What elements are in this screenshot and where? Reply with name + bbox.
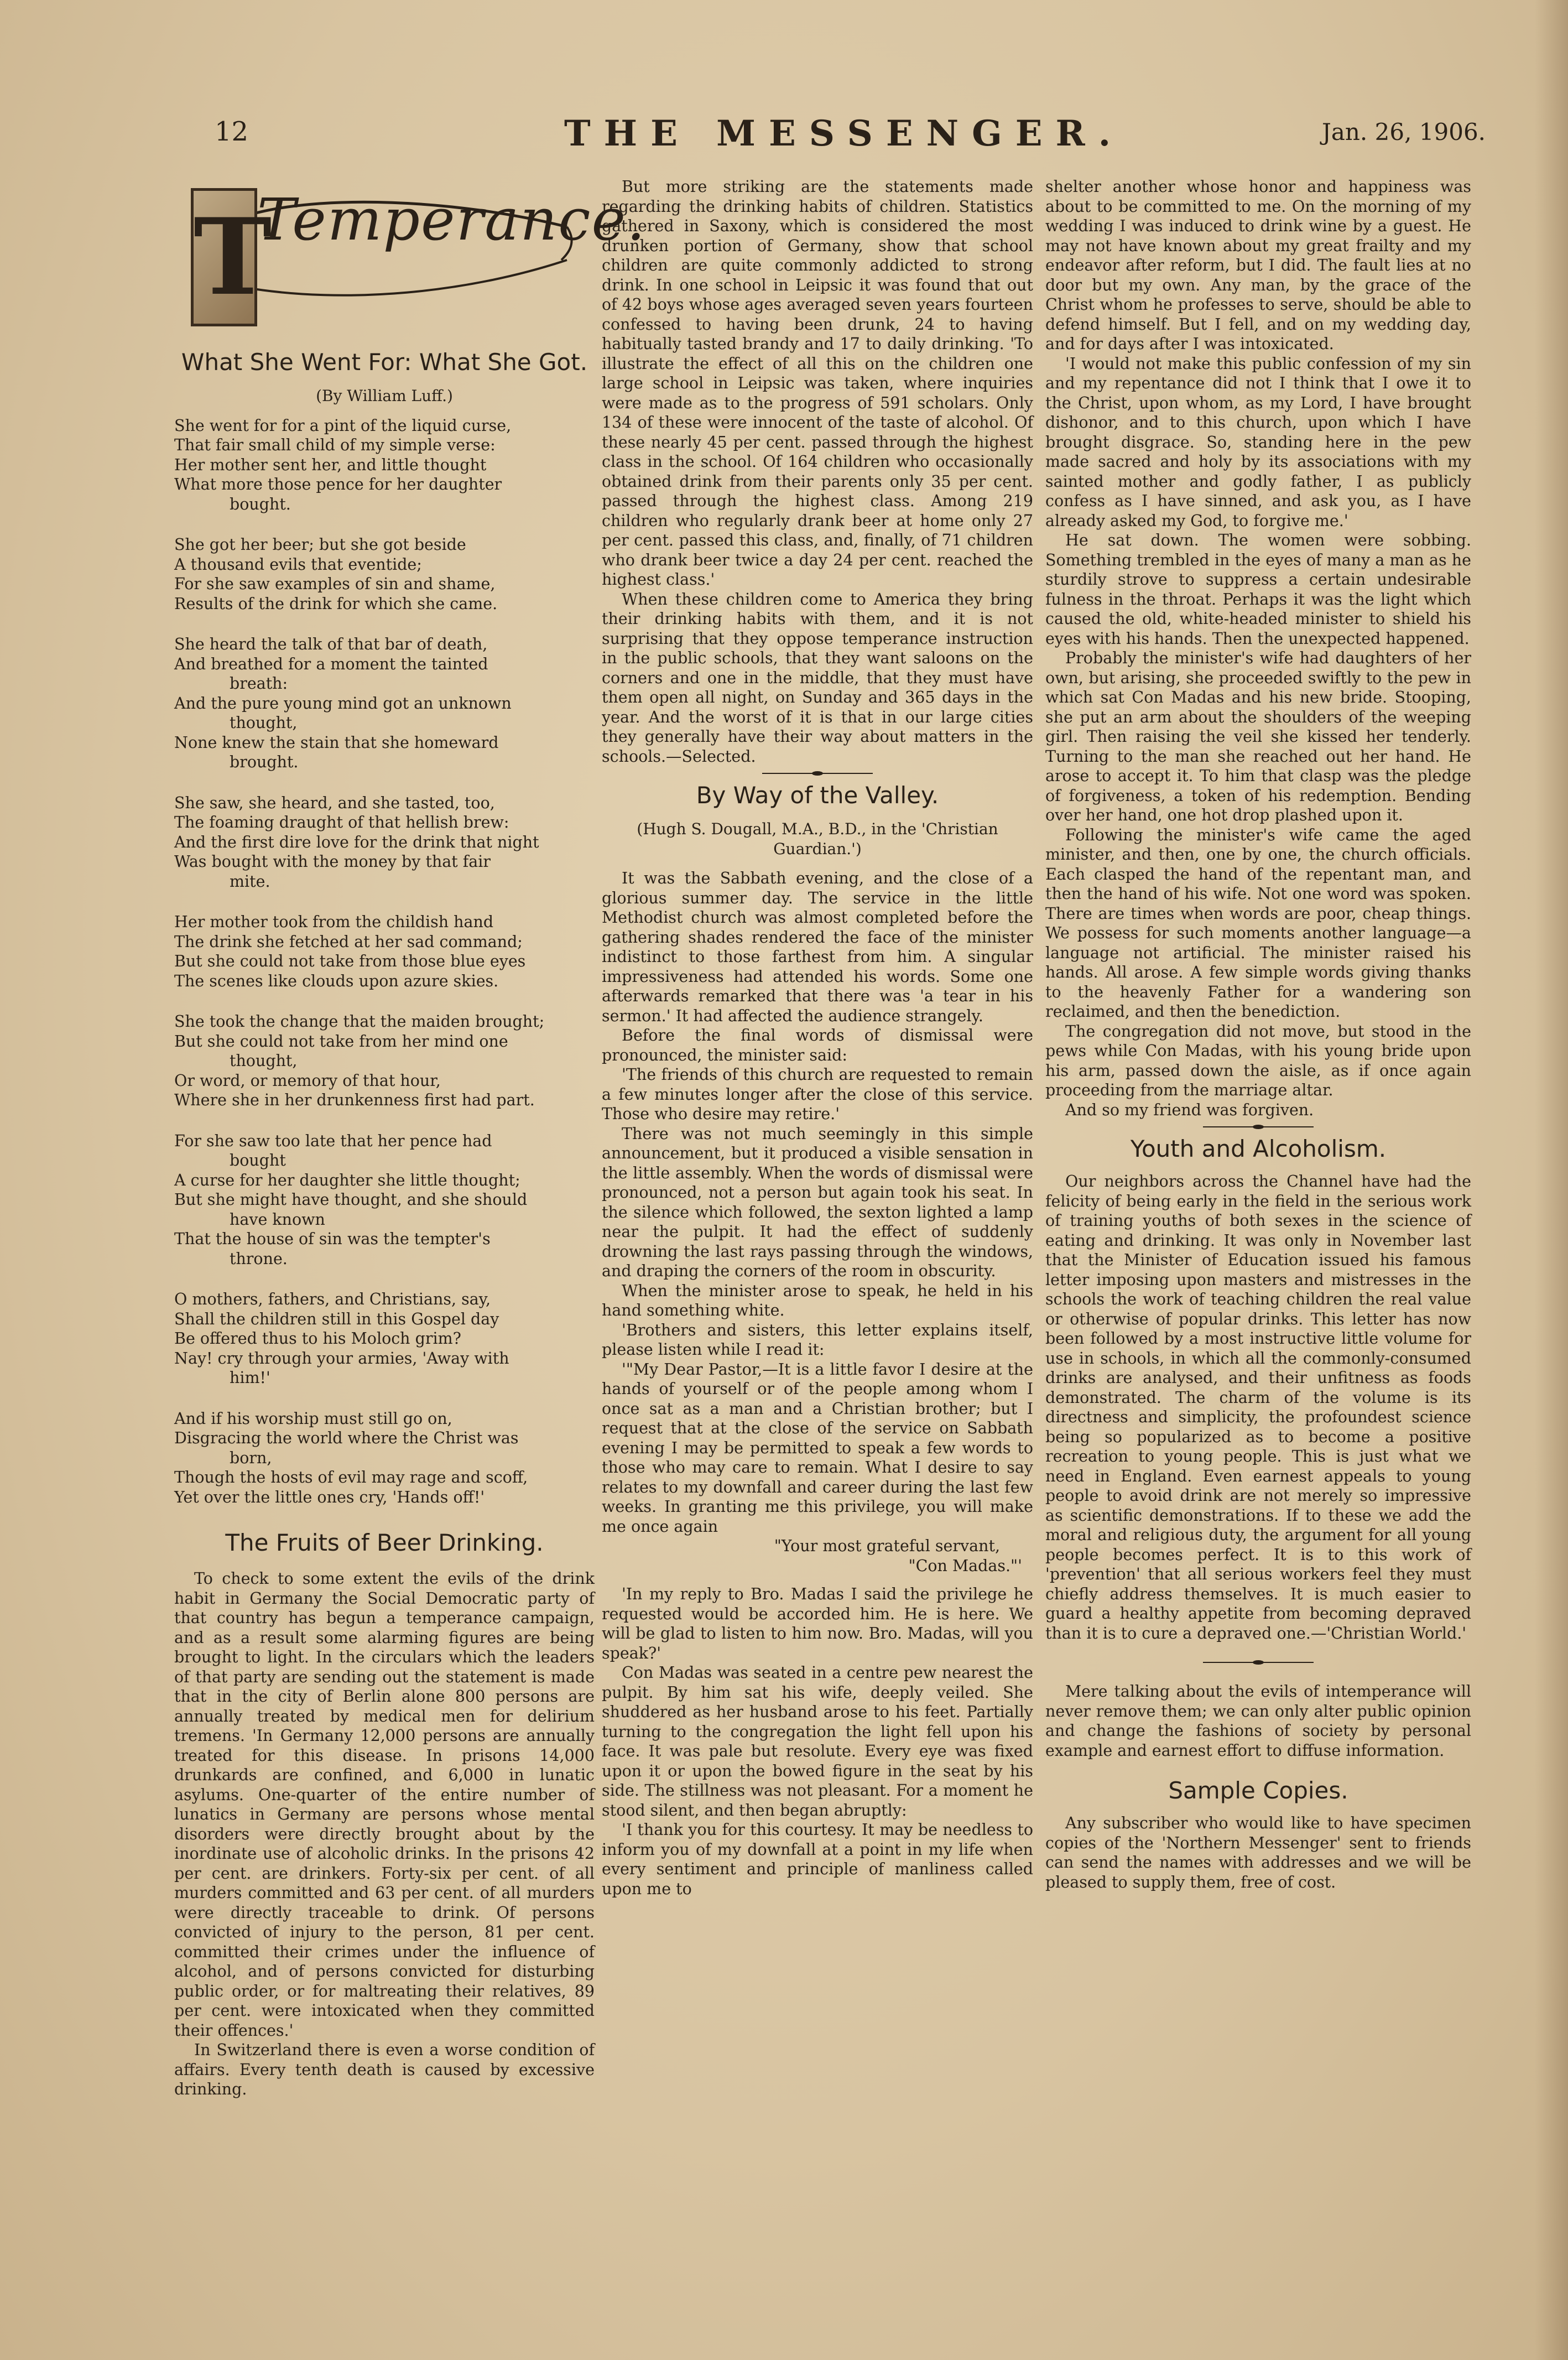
- article-paragraph: 'I would not make this public confession of my sin and my repentance did not I think that I owe it to the Christ, upon whom, as my Lord, I have brought dishonor, and to this church, upon which I have brought disgrace. So, standing here in the pew made sacred and holy by its associations with my sainted mother and godly father, I as publicly confess as I have sinned, and ask you, as I have already asked my God, to forgive me.': [1045, 354, 1471, 530]
- poem-line: She got her beer; but she got beside: [174, 536, 466, 554]
- article-paragraph: 'The friends of this church are requested to remain a few minutes longer after the close of this service. Those who desire may retire.': [602, 1065, 1033, 1123]
- column-3: [1045, 177, 1471, 2257]
- section-divider: [1203, 1124, 1314, 1130]
- poem-line: And breathed for a moment the tainted: [174, 654, 488, 673]
- poem-line: That fair small child of my simple verse:: [174, 436, 496, 454]
- page-edge-shadow: [1535, 0, 1568, 2360]
- poem-line: him!': [230, 1369, 270, 1387]
- article-paragraph: To check to some extent the evils of the drink habit in Germany the Social Democratic party of that country has begun a temperance campaign, and as a result some alarming figures are being brought to light. In the circulars which the leaders of that party are sending out the statement is made that in the city of Berlin alone 800 persons are annually treated by medical men for delirium tremens. 'In Germany 12,000 persons are annually treated for this disease. In prisons 14,000 drunkards are confined, and 6,000 in lunatic asylums. One-quarter of the entire number of lunatics in Germany are persons whose mental disorders were directly brought about by the inordinate use of alcoholic drinks. In the prisons 42 per cent. are drinkers. Forty-six per cent. of all murders committed and 63 per cent. of all murders were directly traceable to drink. Of persons convicted of injury to the person, 81 per cent. committed their crimes under the influence of alcohol, and of persons convicted for disturbing public order, or for maltreating their relatives, 89 per cent. were intoxicated when they committed their offences.': [174, 1569, 595, 2040]
- poem-line: A thousand evils that eventide;: [174, 555, 422, 574]
- poem-line: Nay! cry through your armies, 'Away with: [174, 1349, 509, 1368]
- column-1: [174, 177, 647, 2257]
- poem-line: She saw, she heard, and she tasted, too,: [174, 793, 495, 812]
- article-paragraph: Con Madas was seated in a centre pew nearest the pulpit. By him sat his wife, deeply veiled. She shuddered as her husband arose to his feet. Partially turning to the congregation the light fell upon his face. It was pale but resolute. Every eye was fixed upon it or upon the bowed figure in the seat by his side. The stillness was not pleasant. For a moment he stood silent, and then began abruptly:: [602, 1664, 1033, 1820]
- poem-line: Disgracing the world where the Christ was: [174, 1429, 519, 1447]
- letter-signature: "Con Madas."': [908, 1556, 1022, 1575]
- sample-title: Sample Copies.: [1168, 1777, 1348, 1804]
- article-paragraph: Any subscriber who would like to have specimen copies of the 'Northern Messenger' sent to friends can send the names with addresses and we will be pleased to supply them, free of cost.: [1045, 1814, 1471, 1891]
- article-paragraph: In Switzerland there is even a worse condition of affairs. Every tenth death is caused by excessive drinking.: [174, 2041, 595, 2098]
- poem-line: Her mother sent her, and little thought: [174, 455, 487, 474]
- poem-line: For she saw examples of sin and shame,: [174, 575, 496, 593]
- article-paragraph: When these children come to America they bring their drinking habits with them, and it is not surprising that they oppose temperance instruction in the public schools, that they want saloons on the corners and one in the middle, that they must have them open all night, on Sunday and 365 days in the year. And the worst of it is that in our large cities they generally have their way about matters in the schools.—Selected.: [602, 590, 1033, 766]
- poem-line: And if his worship must still go on,: [174, 1409, 452, 1428]
- poem-line: Where she in her drunkenness first had part.: [174, 1091, 535, 1109]
- poem-line: The foaming draught of that hellish brew:: [174, 813, 509, 831]
- poem-line: Though the hosts of evil may rage and scoff,: [174, 1468, 528, 1486]
- poem-line: bought: [230, 1151, 286, 1169]
- poem-line: What more those pence for her daughter: [174, 475, 502, 493]
- poem-body: [174, 416, 595, 1508]
- poem-line: And the pure young mind got an unknown: [174, 694, 512, 713]
- poem-line: But she could not take from those blue eyes: [174, 952, 526, 970]
- poem-line: thought,: [230, 1052, 298, 1070]
- poem-line: None knew the stain that she homeward: [174, 733, 499, 752]
- poem-line: For she saw too late that her pence had: [174, 1131, 492, 1150]
- poem-line: Shall the children still in this Gospel day: [174, 1309, 499, 1328]
- logo-initial-t: T: [191, 188, 257, 326]
- poem-title: What She Went For: What She Got.: [181, 349, 588, 376]
- poem-line: throne.: [230, 1249, 288, 1268]
- poem-line: And the first dire love for the drink that night: [174, 833, 539, 851]
- fruits-title: The Fruits of Beer Drinking.: [225, 1529, 544, 1556]
- page-number: 12: [215, 116, 249, 147]
- poem-line: The drink she fetched at her sad command;: [174, 932, 523, 951]
- poem-stanza: [174, 793, 595, 892]
- poem-stanza: [174, 416, 595, 514]
- section-divider: [762, 771, 873, 776]
- page-header: [0, 113, 1568, 166]
- poem-line: bought.: [230, 495, 291, 513]
- poem-line: Results of the drink for which she came.: [174, 594, 498, 613]
- article-paragraph: 'Brothers and sisters, this letter explains itself, please listen while I read it:: [602, 1321, 1033, 1359]
- poem-line: But she could not take from her mind one: [174, 1032, 508, 1051]
- poem-line: breath:: [230, 674, 288, 693]
- poem-stanza: [174, 1290, 595, 1388]
- poem-line: She heard the talk of that bar of death,: [174, 635, 488, 653]
- poem-stanza: [174, 535, 595, 614]
- valley-title: By Way of the Valley.: [696, 782, 939, 809]
- poem-line: thought,: [230, 714, 298, 732]
- poem-line: Was bought with the money by that fair: [174, 852, 491, 871]
- poem-line: Or word, or memory of that hour,: [174, 1071, 441, 1090]
- article-paragraph: 'In my reply to Bro. Madas I said the privilege he requested would be accorded him. He is here. We will be glad to listen to him now. Bro. Madas, will you speak?': [602, 1585, 1033, 1662]
- article-paragraph: Mere talking about the evils of intemperance will never remove them; we can only alter public opinion and change the fashions of society by personal example and earnest effort to diffuse information.: [1045, 1682, 1471, 1760]
- valley-byline: (Hugh S. Dougall, M.A., B.D., in the 'Christian Guardian.'): [637, 820, 998, 858]
- poem-stanza: [174, 635, 595, 772]
- article-paragraph: Before the final words of dismissal were pronounced, the minister said:: [602, 1026, 1033, 1064]
- poem-stanza: [174, 912, 595, 991]
- article-paragraph: There was not much seemingly in this simple announcement, but it produced a visible sensation in the little assembly. When the words of dismissal were pronounced, not a person but again took his seat. In the silence which followed, the sexton lighted a lamp near the pulpit. It had the effect of suddenly drowning the last rays passing through the windows, and draping the corners of the room in obscurity.: [602, 1124, 1033, 1280]
- issue-date: Jan. 26, 1906.: [1322, 118, 1486, 145]
- section-divider: [1203, 1660, 1314, 1665]
- poem-stanza: [174, 1131, 595, 1269]
- article-paragraph: Probably the minister's wife had daughters of her own, but arising, she proceeded swiftly to the pew in which sat Con Madas and his new bride. Stooping, she put an arm about the shoulders of the weeping girl. Then raising the veil she kissed her tenderly. Turning to the man she reached out her hand. He arose to accept it. To him that clasp was the pledge of forgiveness, a token of his redemption. Bending over her hand, one hot drop plashed upon it.: [1045, 649, 1471, 824]
- article-paragraph: When the minister arose to speak, he held in his hand something white.: [602, 1281, 1033, 1319]
- poem-byline: (By William Luff.): [316, 387, 453, 405]
- poem-line: have known: [230, 1210, 325, 1229]
- poem-stanza: [174, 1409, 595, 1508]
- poem-line: Yet over the little ones cry, 'Hands off!': [174, 1488, 485, 1506]
- article-paragraph: Our neighbors across the Channel have had the felicity of being early in the field in the serious work of training youths of both sexes in the science of eating and drinking. It was only in November last that the Minister of Education issued his famous letter imposing upon masters and mistresses in the schools the work of teaching children the real value or otherwise of popular drinks. This letter has now been followed by a most instructive little volume for use in schools, in which all the commonly-consumed drinks are analysed, and their unfitness as foods demonstrated. The charm of the volume is its directness and simplicity, the profoundest science being so popularized as to become a positive recreation to young people. This is just what we need in England. Even earnest appeals to young people to avoid drink are not merely so impressive as scientific demonstrations. If to these we add the moral and religious duty, the argument for all young people becomes perfect. It is to this work of 'prevention' that all serious workers feel they must chiefly address themselves. It is much easier to guard a healthy appetite from becoming depraved than it is to cure a depraved one.—'Christian World.': [1045, 1172, 1471, 1642]
- poem-line: A curse for her daughter she little thought;: [174, 1171, 520, 1189]
- poem-line: mite.: [230, 872, 270, 891]
- poem-line: She took the change that the maiden brought;: [174, 1012, 545, 1031]
- article-paragraph: 'I thank you for this courtesy. It may be needless to inform you of my downfall at a point in my life when every sentiment and principle of manliness called upon me to: [602, 1821, 1033, 1898]
- temperance-logo: [174, 177, 647, 337]
- article-paragraph: But more striking are the statements made regarding the drinking habits of children. Statistics gathered in Saxony, which is considered the most drunken portion of Germany, show that school children are quite commonly addicted to strong drink. In one school in Leipsic it was found that out of 42 boys whose ages averaged seven years fourteen confessed to having been drunk, 24 to having habitually tasted brandy and 17 to daily drinking. 'To illustrate the effect of all this on the children one large school in Leipsic was taken, where inquiries were made as to the progress of 591 scholars. Only 134 of these were innocent of the taste of alcohol. Of these nearly 45 per cent. passed through the highest class in the school. Of 164 children who occasionally obtained drink from their parents only 35 per cent. passed through the highest class. Among 219 children who regularly drank beer at home only 27 per cent. passed this class, and, finally, of 71 children who drank beer twice a day 24 per cent. reached the highest class.': [602, 178, 1033, 589]
- poem-line: Her mother took from the childish hand: [174, 913, 494, 931]
- poem-line: brought.: [230, 753, 299, 771]
- article-paragraph: It was the Sabbath evening, and the close of a glorious summer day. The service in the little Methodist church was almost completed before the gathering shades rendered the face of the minister indistinct to those farthest from him. A singular impressiveness had attended his words. Some one afterwards remarked that there was 'a tear in his sermon.' It had affected the audience strangely.: [602, 869, 1033, 1025]
- article-paragraph: shelter another whose honor and happiness was about to be committed to me. On the morning of my wedding I was induced to drink wine by a guest. He may not have known about my great frailty and my endeavor after reform, but I did. The fault lies at no door but my own. Any man, by the grace of the Christ whom he professes to serve, should be able to defend himself. But I fell, and on my wedding day, and for days after I was intoxicated.: [1045, 178, 1471, 353]
- article-paragraph: Following the minister's wife came the aged minister, and then, one by one, the church officials. Each clasped the hand of the repentant man, and then the hand of his wife. Not one word was spoken. There are times when words are poor, cheap things. We possess for such moments another language—a language not artificial. The minister raised his hands. All arose. A few simple words giving thanks to the heavenly Father for a wandering son reclaimed, and then the benediction.: [1045, 825, 1471, 1021]
- poem-line: The scenes like clouds upon azure skies.: [174, 971, 499, 990]
- article-paragraph: He sat down. The women were sobbing. Something trembled in the eyes of many a man as he sturdily strove to suppress a certain undesirable fulness in the throat. Perhaps it was the light which caused the old, white-headed minister to shield his eyes with his hands. Then the unexpected happened.: [1045, 531, 1471, 648]
- poem-line: born,: [230, 1448, 272, 1467]
- article-paragraph: And so my friend was forgiven.: [1065, 1100, 1314, 1119]
- youth-title: Youth and Alcoholism.: [1130, 1135, 1387, 1162]
- article-paragraph: '"My Dear Pastor,—It is a little favor I desire at the hands of yourself or of the people among whom I once sat as a man and a Christian brother; but I request that at the close of the service on Sabbath evening I may be permitted to speak a few words to those who may care to remain. What I desire to say relates to my downfall and career during the last few weeks. In granting me this privilege, you will make me once again: [602, 1360, 1033, 1536]
- column-2: [602, 177, 1033, 2257]
- logo-wordmark: Temperance.: [257, 186, 647, 253]
- poem-line: She went for for a pint of the liquid curse,: [174, 416, 512, 435]
- poem-line: That the house of sin was the tempter's: [174, 1230, 491, 1248]
- poem-stanza: [174, 1012, 595, 1110]
- article-paragraph: The congregation did not move, but stood in the pews while Con Madas, with his young bride upon his arm, passed down the aisle, as if once again proceeding from the marriage altar.: [1045, 1022, 1471, 1099]
- masthead: THE MESSENGER.: [564, 113, 1124, 154]
- poem-line: But she might have thought, and she should: [174, 1191, 528, 1209]
- letter-closing: "Your most grateful servant,: [774, 1537, 1000, 1555]
- poem-line: O mothers, fathers, and Christians, say,: [174, 1290, 491, 1308]
- poem-line: Be offered thus to his Moloch grim?: [174, 1329, 461, 1348]
